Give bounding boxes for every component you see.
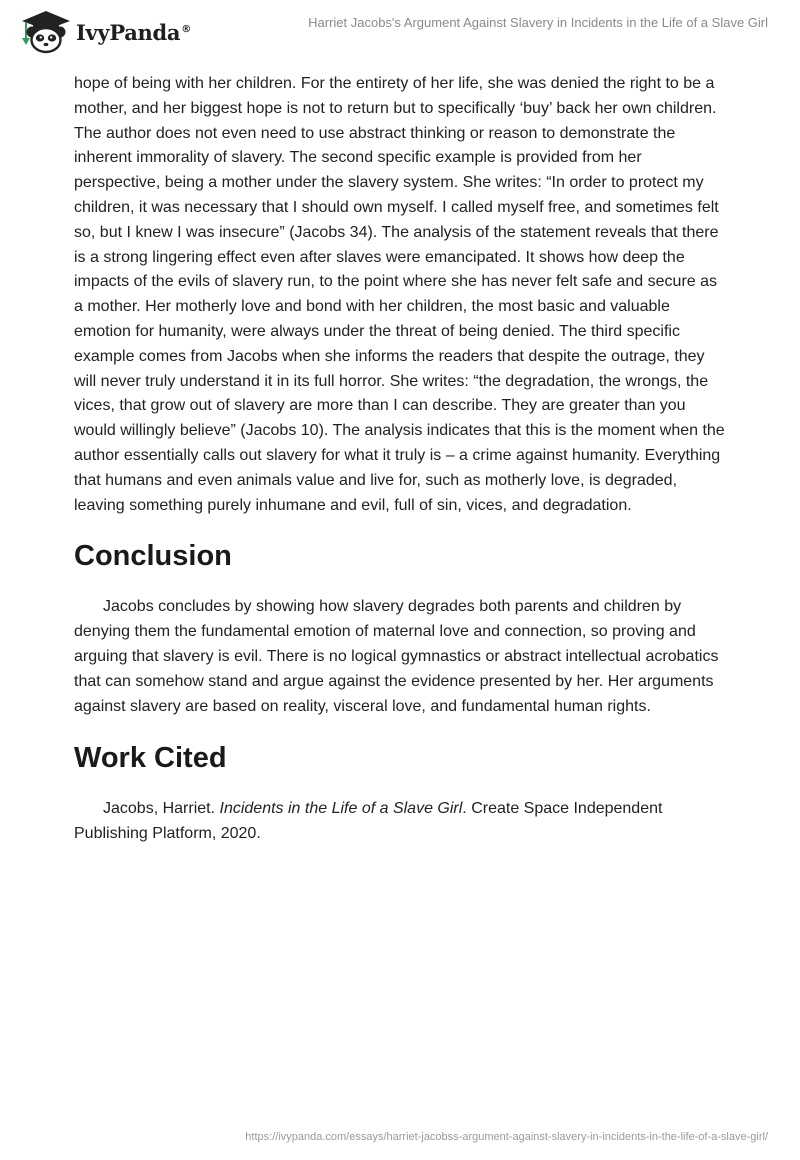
- registered-mark: ®: [181, 23, 191, 35]
- body-paragraph-continued: hope of being with her children. For the entirety of her life, she was denied the right to be a mother, and her biggest hope is not to return but to specifically ‘buy’ back her own children. The author does not even need to use abstract thinking or reason to demonstrate the inherent immorality of slavery. The second specific example is provided from her perspective, being a mother under the slavery system. She writes: “In order to protect my children, it was necessary that I should own myself. I called myself free, and sometimes felt so, but I knew I was insecure” (Jacobs 34). The analysis of the statement reveals that there is a strong lingering effect even after slaves were emancipated. It shows how deep the impacts of the evils of slavery run, to the point where she has never felt safe and secure as a mother. Her motherly love and bond with her children, the most basic and valuable emotion for humanity, were always under the threat of being denied. The third specific example comes from Jacobs when she informs the readers that despite the outrage, they will never truly understand it in its full horror. She writes: “the degradation, the wrongs, the vices, that grow out of slavery are more than I can describe. They are greater than you would willingly believe” (Jacobs 10). The analysis indicates that this is the moment when the author essentially calls out slavery for what it truly is – a crime against humanity. Everything that humans and even animals value and live for, such as motherly love, is degraded, leaving something purely inhumane and evil, full of sin, vices, and degradation.: [74, 75, 725, 514]
- logo-name: IvyPanda: [76, 19, 181, 45]
- conclusion-heading: Conclusion: [74, 540, 232, 573]
- citation-book-title: Incidents in the Life of a Slave Girl: [219, 800, 463, 818]
- conclusion-paragraph: Jacobs concludes by showing how slavery degrades both parents and children by denying them the fundamental emotion of maternal love and connection, so proving and arguing that slavery is evil. There is no logical gymnastics or abstract intellectual acrobatics that can somehow stand and argue against the evidence presented by her. Her arguments against slavery are based on reality, visceral love, and fundamental human rights.: [74, 598, 719, 715]
- panda-graduation-cap-icon: [16, 8, 72, 54]
- citation-author: Jacobs, Harriet.: [103, 800, 216, 818]
- essay-content: [74, 72, 729, 847]
- page-header: [0, 0, 800, 62]
- citation-entry: [74, 797, 729, 847]
- logo-wordmark: [76, 20, 191, 45]
- ivypanda-logo[interactable]: [16, 8, 191, 54]
- work-cited-heading: Work Cited: [74, 742, 227, 775]
- citation-publisher: . Create Space Independent Publishing Platform, 2020.: [74, 800, 663, 843]
- document-title: Harriet Jacobs's Argument Against Slavery in Incidents in the Life of a Slave Girl: [308, 15, 768, 30]
- source-url[interactable]: https://ivypanda.com/essays/harriet-jacobss-argument-against-slavery-in-incidents-in-the-life-of-a-slave-girl/: [245, 1131, 768, 1143]
